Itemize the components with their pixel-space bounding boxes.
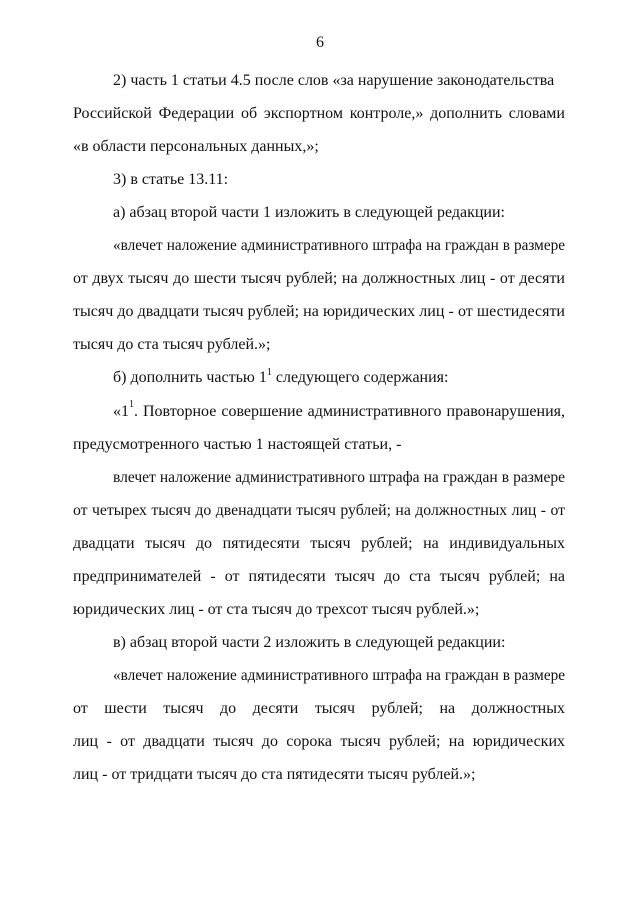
paragraph-6-line-2: предусмотренного частью 1 настоящей статьи, - (73, 436, 402, 453)
paragraph-7-line-2: от четырех тысяч до двенадцати тысяч рублей; на должностных лиц - от (73, 502, 565, 519)
paragraph-2: 3) в статье 13.11: (113, 171, 229, 188)
paragraph-5-before: б) дополнить частью 1 (113, 369, 267, 386)
paragraph-4-line-1: «влечет наложение административного штрафа на граждан в размере (113, 237, 565, 254)
paragraph-9-line-2 (73, 699, 565, 719)
word: рублей; (371, 700, 423, 717)
word: десяти (252, 700, 299, 717)
paragraph-7-line-4: предпринимателей - от пятидесяти тысяч до ста тысяч рублей; на (73, 568, 565, 585)
page-number: 6 (316, 34, 324, 51)
paragraph-3: а) абзац второй части 1 изложить в следующей редакции: (113, 204, 505, 221)
paragraph-5-after: следующего содержания: (271, 369, 449, 386)
word: на (439, 700, 456, 717)
word: до (220, 700, 237, 717)
word: шести (104, 700, 147, 717)
paragraph-4-line-2: от двух тысяч до шести тысяч рублей; на должностных лиц - от десяти (73, 270, 565, 287)
paragraph-6-line-1 (113, 399, 565, 422)
text: 2) часть 1 статьи 4.5 после слов «за нарушение законодательства (113, 72, 555, 89)
word: тысяч (163, 700, 204, 717)
paragraph-5 (113, 368, 448, 390)
paragraph-9-line-1: «влечет наложение административного штрафа на граждан в размере (113, 667, 565, 684)
word: от (73, 700, 88, 717)
paragraph-8: в) абзац второй части 2 изложить в следующей редакции: (113, 634, 506, 651)
paragraph-6-rest: . Повторное совершение административного правонарушения, (134, 403, 565, 420)
superscript: 1 (266, 367, 272, 378)
paragraph-6-open: «1 (113, 403, 129, 420)
paragraph-9-line-3: лиц - от двадцати тысяч до сорока тысяч рублей; на юридических (73, 733, 565, 750)
paragraph-1-line-3: «в области персональных данных,»; (73, 138, 319, 155)
paragraph-9-line-4: лиц - от тридцати тысяч до ста пятидесяти тысяч рублей.»; (73, 766, 476, 783)
word: тысяч (314, 700, 356, 717)
paragraph-4-line-3: тысяч до двадцати тысяч рублей; на юридических лиц - от шестидесяти (73, 303, 565, 320)
paragraph-1-line-2: Российской Федерации об экспортном контроле,» дополнить словами (73, 105, 565, 122)
paragraph-7-line-5: юридических лиц - от ста тысяч до трехсот тысяч рублей.»; (73, 601, 480, 618)
paragraph-4-line-4: тысяч до ста тысяч рублей.»; (73, 336, 271, 353)
superscript: 1 (129, 399, 134, 410)
paragraph-7-line-3: двадцати тысяч до пятидесяти тысяч рублей; на индивидуальных (73, 535, 565, 552)
word: должностных (471, 700, 565, 717)
paragraph-7-line-1: влечет наложение административного штрафа на граждан в размере (113, 469, 565, 486)
paragraph-1-line-1 (113, 71, 565, 91)
